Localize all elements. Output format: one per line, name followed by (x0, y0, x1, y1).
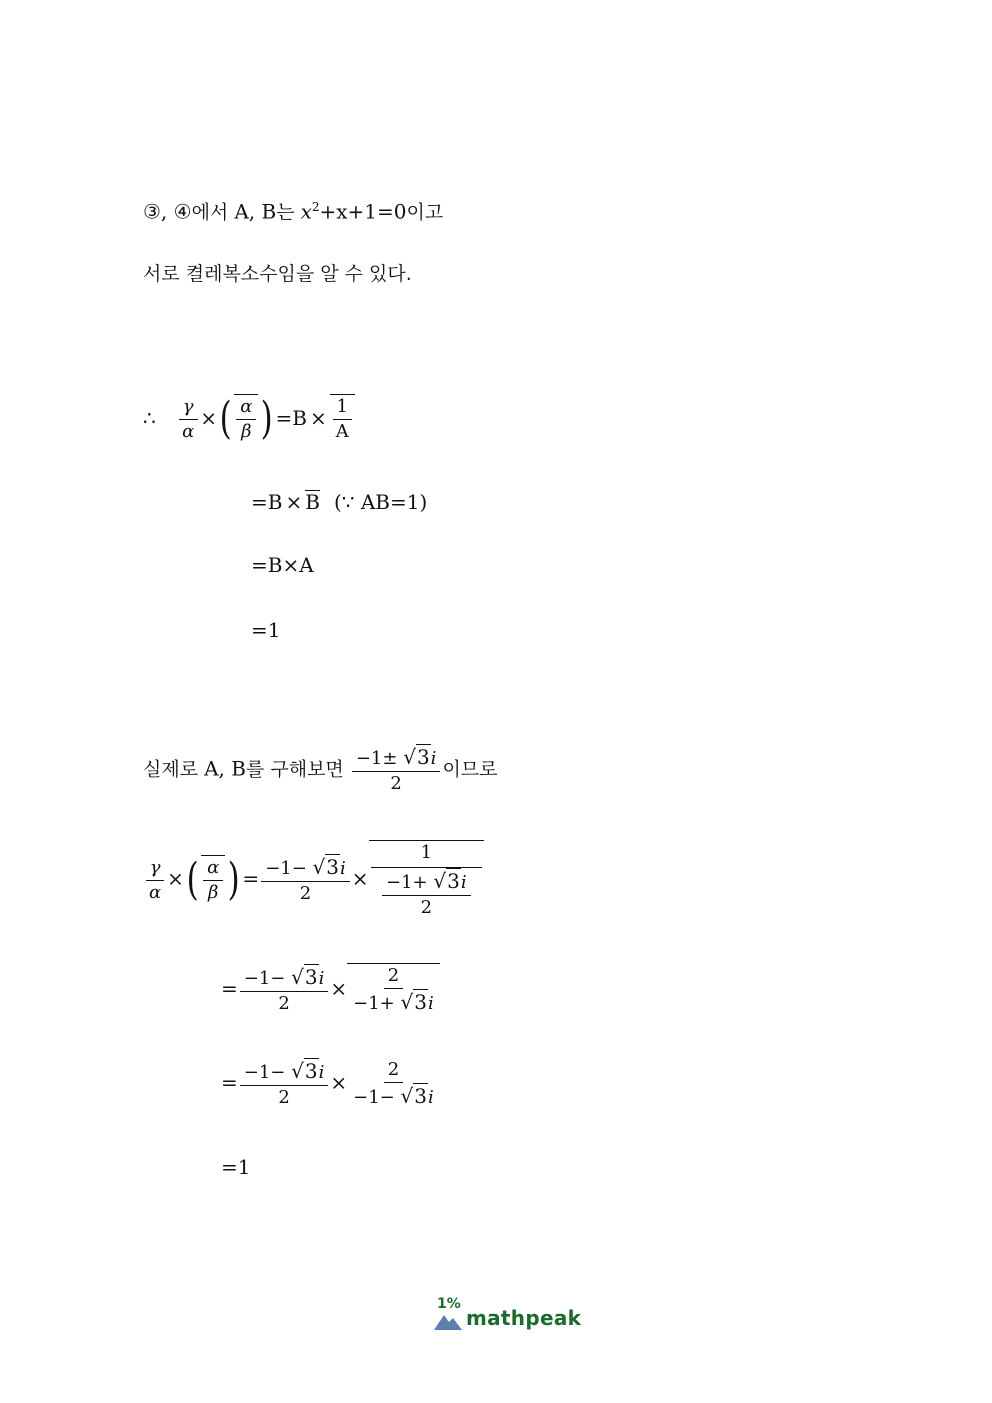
neg-one-minus: −1− (243, 968, 286, 989)
equation-rest: +x+1=0 (319, 199, 407, 224)
imag-i: i (318, 968, 325, 989)
b-conjugate: B (305, 490, 320, 514)
equals-sign: = (275, 405, 293, 430)
left-paren: ( (219, 393, 232, 445)
therefore-line (143, 393, 355, 445)
sqrt-sign: √ (291, 1059, 304, 1083)
therefore-symbol: ∴ (143, 405, 156, 430)
actual-line (143, 746, 498, 794)
step-b-times-bbar (251, 490, 427, 512)
intro-line (143, 201, 443, 223)
beta: β (207, 881, 219, 903)
plus-root-fraction (382, 870, 471, 918)
intro-text-1: 에서 (191, 201, 235, 224)
final-result: =1 (221, 1155, 251, 1179)
three: 3 (304, 965, 318, 989)
one: 1 (371, 843, 482, 868)
three: 3 (414, 989, 427, 1014)
intro-line-2: 서로 켤레복소수임을 알 수 있다. (143, 263, 412, 285)
two-over-minus-root (349, 1060, 438, 1108)
three: 3 (416, 745, 430, 769)
actual-text-2: 를 구해보면 (245, 758, 350, 781)
sqrt-sign: √ (400, 1083, 414, 1108)
two: 2 (299, 883, 312, 905)
mountain-icon (434, 1312, 462, 1330)
sqrt-sign: √ (400, 989, 414, 1014)
logo-name: mathpeak (466, 1306, 582, 1330)
minus-root-fraction (240, 966, 329, 1014)
times-sign: × (309, 405, 327, 430)
ab-label: A, B (234, 199, 277, 224)
b-var: B (292, 405, 307, 430)
times-sign: × (330, 1070, 348, 1095)
times-sign: × (351, 866, 369, 891)
actual-text-3: 이므로 (442, 758, 498, 781)
times-sign: × (167, 866, 184, 891)
imag-i: i (427, 992, 434, 1014)
intro-text-2: 는 (276, 201, 301, 224)
neg-one-pm: −1± (355, 748, 398, 769)
because-note: (∵ AB=1) (333, 490, 428, 514)
gamma-over-alpha (145, 858, 165, 903)
imag-i: i (318, 1062, 325, 1083)
eq-line-3 (221, 1060, 440, 1108)
two: 2 (420, 896, 433, 918)
imag-i: i (427, 1086, 434, 1108)
equals-sign: = (221, 976, 238, 1001)
times-sign: × (200, 405, 218, 430)
times-sign: × (330, 976, 348, 1001)
sqrt-sign: √ (403, 745, 416, 769)
neg-one-minus: −1− (243, 1062, 286, 1083)
equals-sign: = (251, 490, 268, 514)
alpha: α (149, 881, 162, 903)
alpha-over-beta (236, 397, 256, 442)
eq-line-1 (143, 840, 484, 917)
beta: β (241, 420, 252, 442)
imag-i: i (340, 858, 346, 880)
sqrt-three (403, 744, 430, 769)
right-paren: ) (260, 393, 273, 445)
gamma-over-alpha (178, 397, 198, 442)
two-over-plus-root (349, 966, 438, 1014)
one-over-a (332, 397, 353, 442)
alpha: α (182, 420, 195, 442)
two: 2 (278, 1086, 290, 1108)
alpha: α (236, 397, 256, 420)
b-var: B (267, 490, 283, 514)
imag-i: i (430, 748, 437, 769)
sqrt-sign: √ (291, 965, 304, 989)
a-var: A (335, 420, 349, 442)
gamma: γ (146, 858, 165, 881)
root-fraction (352, 746, 441, 794)
three: 3 (447, 868, 460, 893)
neg-one-plus: −1+ (353, 992, 395, 1014)
alpha: α (203, 858, 223, 881)
neg-one-minus: −1− (265, 858, 307, 880)
step-one: =1 (251, 618, 281, 642)
minus-root-fraction (240, 1060, 329, 1108)
eq-line-2 (221, 963, 440, 1014)
mathpeak-logo (434, 1296, 582, 1336)
actual-text-1: 실제로 (143, 758, 205, 781)
one: 1 (333, 397, 352, 420)
complex-fraction (371, 843, 482, 917)
alpha-over-beta (203, 858, 223, 903)
ab-label: A, B (204, 756, 246, 781)
sqrt-sign: √ (312, 855, 326, 880)
right-paren: ) (227, 854, 240, 906)
equals-sign: = (221, 1070, 238, 1095)
circled-numbers: ③, ④ (143, 199, 192, 224)
times-sign: × (285, 490, 303, 514)
minus-root-fraction (261, 856, 350, 904)
neg-one-minus: −1− (353, 1086, 395, 1108)
step-b-times-a: =B×A (251, 553, 314, 577)
left-paren: ( (186, 854, 199, 906)
two: 2 (390, 772, 402, 794)
gamma: γ (179, 397, 198, 420)
logo-percent: 1% (437, 1296, 461, 1312)
exponent: 2 (311, 200, 320, 214)
neg-one-plus: −1+ (385, 871, 428, 893)
intro-text-3: 이고 (406, 201, 444, 224)
imag-i: i (460, 871, 467, 893)
three: 3 (304, 1059, 318, 1083)
three: 3 (414, 1083, 427, 1108)
var-x: x (300, 199, 312, 224)
equals-sign: = (242, 866, 260, 891)
two: 2 (384, 966, 403, 989)
three: 3 (326, 855, 340, 880)
two: 2 (384, 1060, 403, 1083)
sqrt-sign: √ (433, 868, 447, 893)
two: 2 (278, 992, 290, 1014)
